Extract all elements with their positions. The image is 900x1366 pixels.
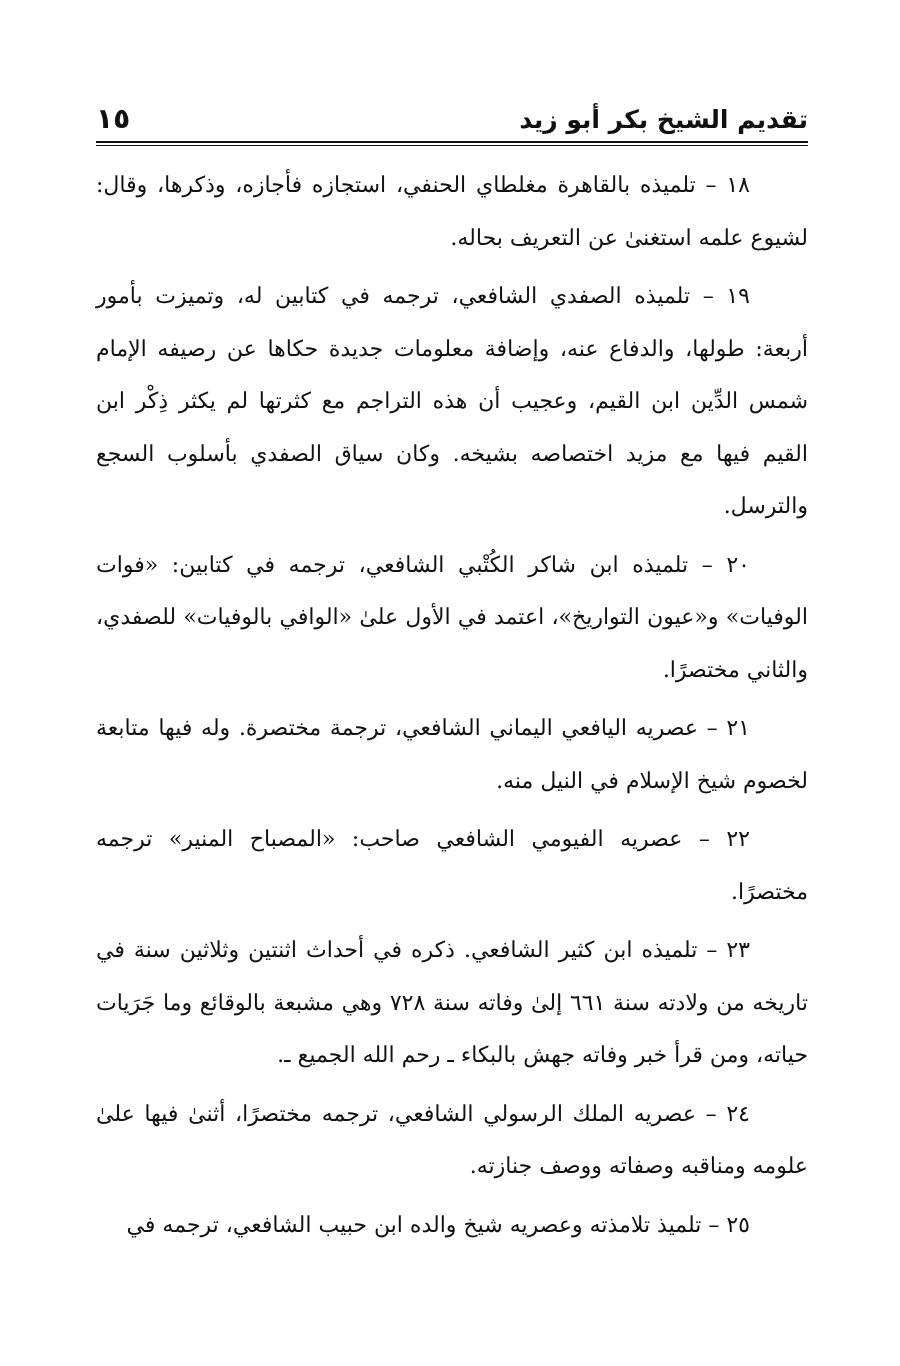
body-text: [96, 160, 808, 1252]
paragraph-22: ٢٢ – عصريه الفيومي الشافعي صاحب: «المصباح المنير» ترجمه مختصرًا.: [96, 827, 808, 905]
paragraph-25: ٢٥ – تلميذ تلامذته وعصريه شيخ والده ابن حبيب الشافعي، ترجمه في: [126, 1212, 750, 1238]
paragraph-24: ٢٤ – عصريه الملك الرسولي الشافعي، ترجمه مختصرًا، أثنىٰ فيها علىٰ علومه ومناقبه وصفاته ووصف جنازته.: [96, 1101, 808, 1179]
paragraph-20: ٢٠ – تلميذه ابن شاكر الكُتْبي الشافعي، ترجمه في كتابين: «فوات الوفيات» و«عيون التواريخ»، اعتمد في الأول علىٰ «الوافي بالوفيات» للصفدي، والثاني مختصرًا.: [96, 552, 808, 683]
paragraph-18: ١٨ – تلميذه بالقاهرة مغلطاي الحنفي، استجازه فأجازه، وذكرها، وقال: لشيوع علمه استغنىٰ عن التعريف بحاله.: [96, 173, 808, 251]
paragraph-19: ١٩ – تلميذه الصفدي الشافعي، ترجمه في كتابين له، وتميزت بأمور أربعة: طولها، والدفاع عنه، وإضافة معلومات جديدة حكاها عن رصيفه الإمام شمس الدِّين ابن القيم، وعجيب أن هذه التراجم مع كثرتها لم يكثر ذِكْر ابن القيم فيها مع مزيد اختصاصه بشيخه. وكان سياق الصفدي بأسلوب السجع والترسل.: [96, 284, 808, 519]
header-rule: [96, 141, 808, 146]
paragraph-23: ٢٣ – تلميذه ابن كثير الشافعي. ذكره في أحداث اثنتين وثلاثين سنة في تاريخه من ولادته سنة ٦٦١ إلىٰ وفاته سنة ٧٢٨ وهي مشبعة بالوقائع وما جَرَيات حياته، ومن قرأ خبر وفاته جهش بالبكاء ـ رحم الله الجميع ـ.: [96, 938, 808, 1068]
paragraph-21: ٢١ – عصريه اليافعي اليماني الشافعي، ترجمة مختصرة. وله فيها متابعة لخصوم شيخ الإسلام في النيل منه.: [96, 716, 808, 794]
page-number: ١٥: [96, 102, 131, 135]
running-header: [96, 96, 808, 140]
header-title: تقديم الشيخ بكر أبو زيد: [519, 105, 808, 134]
